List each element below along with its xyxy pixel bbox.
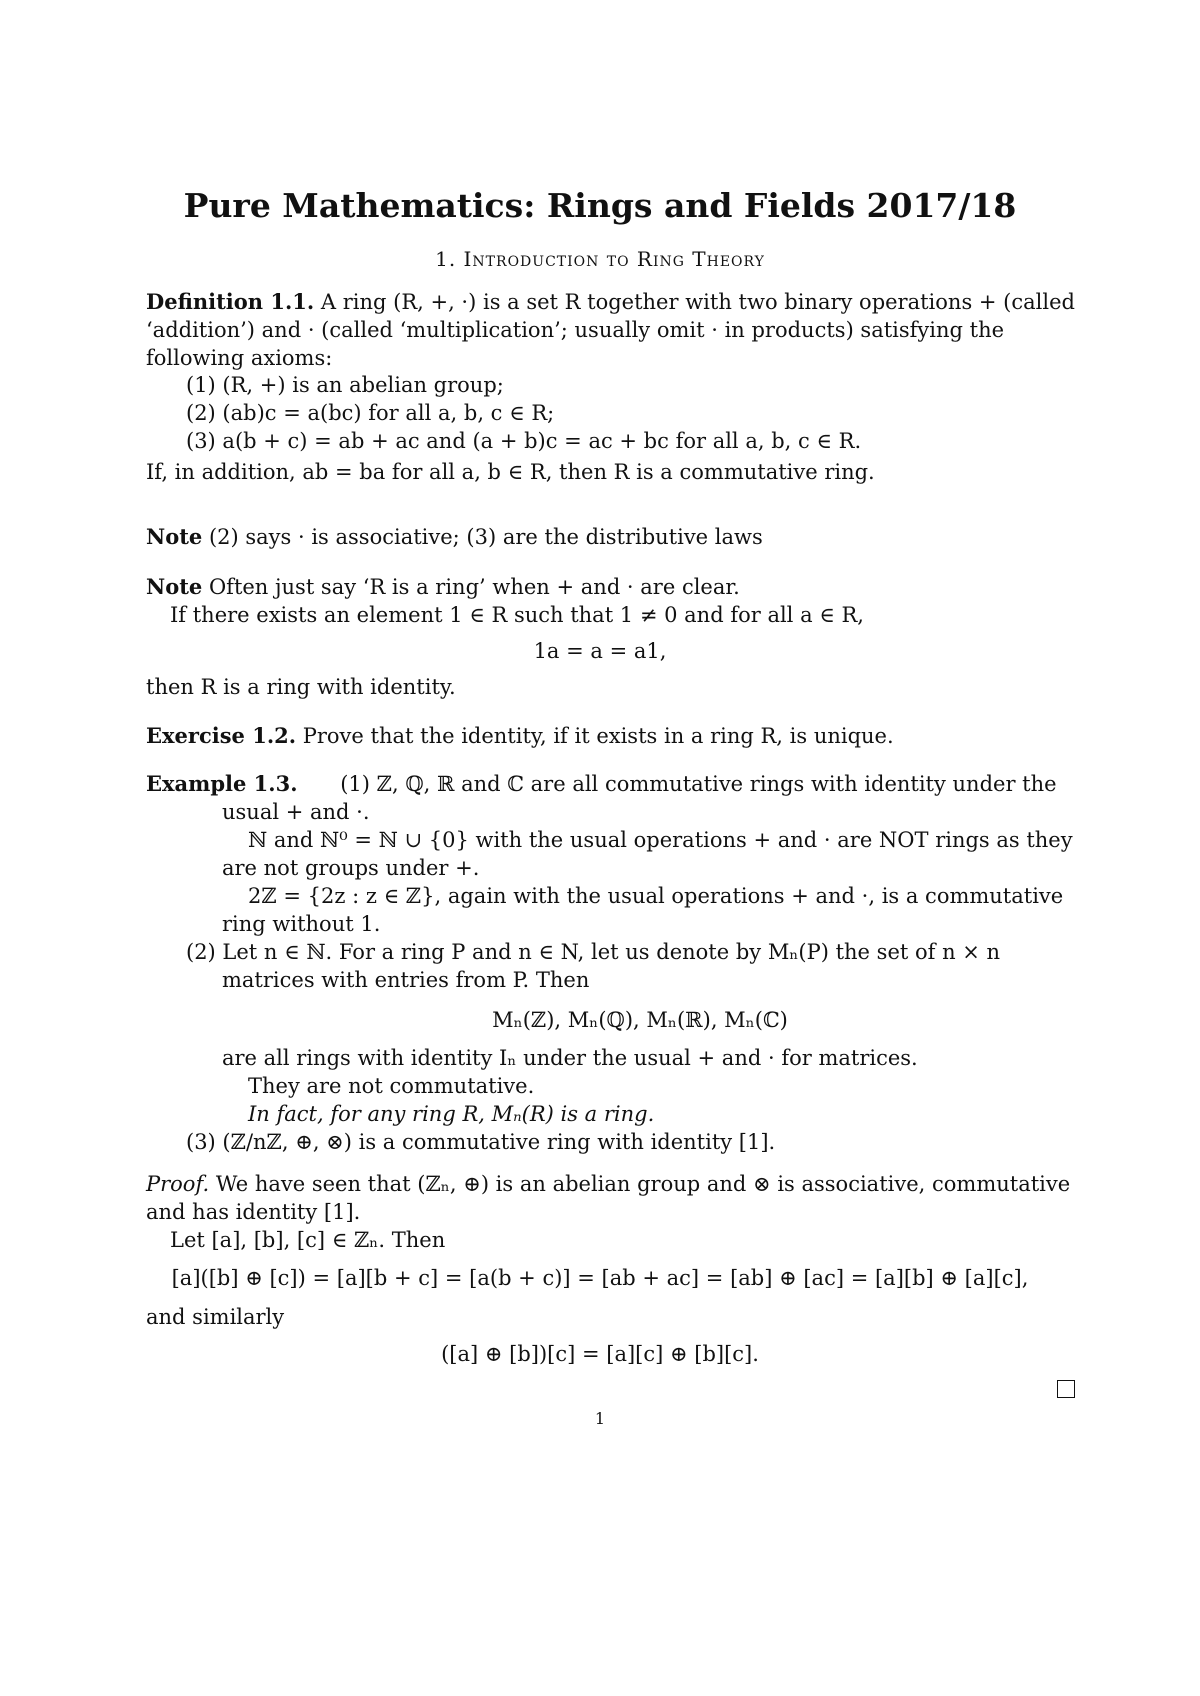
exercise-label: Exercise 1.2. — [146, 723, 297, 748]
axiom-2: (2) (ab)c = a(bc) for all a, b, c ∈ R; — [186, 401, 555, 425]
definition-label: Definition 1.1. — [146, 289, 315, 314]
proof-let: Let [a], [b], [c] ∈ ℤₙ. Then — [170, 1228, 446, 1252]
axiom-1: (1) (R, +) is an abelian group; — [186, 373, 504, 397]
example-item2-line1: (2) Let n ∈ ℕ. For a ring P and n ∈ N, let us denote by Mₙ(P) the set of n × n — [186, 940, 1001, 964]
example-item3: (3) (ℤ/nℤ, ⊕, ⊗) is a commutative ring with identity [1]. — [186, 1130, 776, 1154]
qed-square-icon — [1057, 1380, 1075, 1398]
note-text: (2) says · is associative; (3) are the distributive laws — [208, 525, 763, 549]
note-ring-shorthand — [146, 573, 1076, 601]
proof-similarly: and similarly — [146, 1305, 285, 1329]
proof-paragraph — [146, 1170, 1076, 1198]
proof-label: Proof. — [146, 1172, 210, 1196]
exercise-paragraph — [146, 722, 1076, 750]
example-item1-line1: (1) ℤ, ℚ, ℝ and ℂ are all commutative rings with identity under the — [340, 772, 1057, 796]
identity-conclusion: then R is a ring with identity. — [146, 675, 456, 699]
matrix-rings-equation: Mₙ(ℤ), Mₙ(ℚ), Mₙ(ℝ), Mₙ(ℂ) — [492, 1008, 788, 1032]
section-heading: 1. Introduction to Ring Theory — [435, 247, 765, 271]
example-item1-line5: 2ℤ = {2z : z ∈ ℤ}, again with the usual operations + and ·, is a commutative — [248, 884, 1064, 908]
note-text: Often just say ‘R is a ring’ when + and · are clear. — [208, 575, 740, 599]
axiom-3: (3) a(b + c) = ab + ac and (a + b)c = ac + bc for all a, b, c ∈ R. — [186, 429, 862, 453]
proof-equation-2: ([a] ⊕ [b])[c] = [a][c] ⊕ [b][c]. — [441, 1342, 759, 1366]
example-item1-line2: usual + and ·. — [222, 800, 370, 824]
note-associative — [146, 523, 1076, 551]
identity-intro: If there exists an element 1 ∈ R such that 1 ≠ 0 and for all a ∈ R, — [170, 603, 864, 627]
example-heading-line — [146, 770, 1076, 798]
identity-equation: 1a = a = a1, — [533, 639, 667, 663]
definition-text: A ring (R, +, ·) is a set R together with two binary operations + (called ‘addition’) and · (called ‘multiplication’; usually omit · in products) satisfying the following axioms: — [146, 290, 1075, 370]
example-item2-line2: matrices with entries from P. Then — [222, 968, 590, 992]
example-item2-line4: They are not commutative. — [248, 1074, 535, 1098]
page-number: 1 — [594, 1409, 606, 1428]
example-item1-line3: ℕ and ℕ⁰ = ℕ ∪ {0} with the usual operations + and · are NOT rings as they — [248, 828, 1073, 852]
commutative-definition: If, in addition, ab = ba for all a, b ∈ R, then R is a commutative ring. — [146, 460, 875, 484]
example-item1-line6: ring without 1. — [222, 912, 381, 936]
example-item1-line4: are not groups under +. — [222, 856, 480, 880]
definition-paragraph — [146, 288, 1076, 372]
note-label: Note — [146, 574, 203, 599]
example-label: Example 1.3. — [146, 771, 298, 796]
example-item2-line5: In fact, for any ring R, Mₙ(R) is a ring. — [248, 1102, 655, 1126]
proof-text-line1: We have seen that (ℤₙ, ⊕) is an abelian group and ⊗ is associative, commutative — [215, 1172, 1071, 1196]
note-label: Note — [146, 524, 203, 549]
example-item2-line3: are all rings with identity Iₙ under the usual + and · for matrices. — [222, 1046, 918, 1070]
proof-text-line2: and has identity [1]. — [146, 1200, 361, 1224]
proof-equation-1: [a]([b] ⊕ [c]) = [a][b + c] = [a(b + c)] = [ab + ac] = [ab] ⊕ [ac] = [a][b] ⊕ [a][c], — [171, 1266, 1029, 1290]
page-title: Pure Mathematics: Rings and Fields 2017/18 — [183, 186, 1017, 225]
exercise-text: Prove that the identity, if it exists in a ring R, is unique. — [302, 724, 894, 748]
